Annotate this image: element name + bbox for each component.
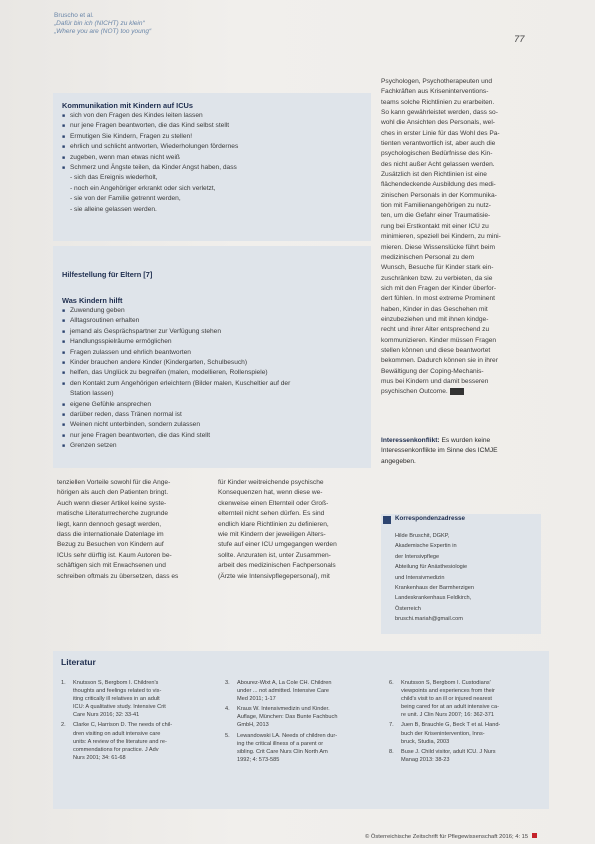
reference-number: 3. bbox=[225, 680, 230, 686]
reference-line: Med 2011; 1-17 bbox=[237, 696, 276, 703]
reference-line: Lewandowski LA. Needs of children dur- bbox=[237, 732, 338, 739]
right-column-text bbox=[381, 77, 541, 398]
conflict-line-1: Es wurden keine bbox=[439, 437, 491, 444]
correspondence-line: Österreich bbox=[395, 605, 421, 612]
reference-text bbox=[237, 705, 337, 729]
hilfestellung-box bbox=[53, 246, 371, 468]
kommunikation-item: ■ ehrlich und schlicht antworten, Wiederholungen fördernes bbox=[62, 142, 362, 152]
reference-line: Nurs 2001; 34: 61-68 bbox=[73, 754, 126, 761]
reference-item bbox=[389, 679, 537, 719]
correspondence-line: Akademische Expertin in bbox=[395, 543, 457, 550]
reference-text bbox=[401, 721, 500, 745]
reference-line: dren visiting on adult intensive care bbox=[73, 730, 161, 737]
reference-line: GmbH, 2013 bbox=[237, 722, 269, 729]
header-line-2: „Dafür bin ich (NICHT) zu klein“ bbox=[54, 19, 145, 27]
reference-line: Clarke C, Harrison D. The needs of chil- bbox=[73, 722, 173, 729]
reference-line: thoughts and feelings related to vis- bbox=[73, 688, 162, 695]
right-column-line: So kann gewährleistet werden, dass so- bbox=[381, 109, 498, 117]
right-column-line: zuschränken bzw. zu verbieten, da sie bbox=[381, 274, 493, 282]
right-column-line: kommunizieren. Kinder müssen Fragen bbox=[381, 336, 497, 344]
correspondence-title: Korrespondenzadresse bbox=[395, 515, 465, 522]
correspondence-line: Krankenhaus der Barmherzigen bbox=[395, 585, 474, 592]
reference-line: sibling. Crit Care Nurs Clin North Am bbox=[237, 748, 328, 755]
end-of-article-icon bbox=[450, 388, 464, 395]
literature-column-1 bbox=[61, 679, 209, 764]
reference-text bbox=[237, 679, 332, 703]
header-line-1: Bruscho et al. bbox=[54, 12, 94, 19]
reference-line: 1992; 4: 573-585 bbox=[237, 756, 280, 763]
reference-line: under ... not admitted. Intensive Care bbox=[237, 688, 330, 695]
right-column-line: flächendeckende Ausbildung des medi- bbox=[381, 181, 496, 189]
right-column-line: ten, um die Gefahr einer Traumatisie- bbox=[381, 212, 491, 220]
reference-number: 4. bbox=[225, 706, 230, 713]
correspondence-line: und Intensivmedizin bbox=[395, 574, 445, 581]
reference-line: Knutsson S, Bergbom I. Custodians' bbox=[401, 680, 491, 686]
literature-box bbox=[53, 651, 549, 809]
body-line: hörigen als auch den Patienten bringt. bbox=[57, 489, 169, 497]
hilfe-item: ■ jemand als Gesprächspartner zur Verfügung stehen bbox=[62, 327, 362, 337]
body-line: arbeit des medizinischen Fachpersonals bbox=[218, 562, 336, 570]
reference-number: 1. bbox=[61, 680, 66, 686]
body-line: stufe auf einer ICU umgegangen werden bbox=[218, 541, 337, 549]
right-column-line: tion mit Familienangehörigen zu nutz- bbox=[381, 202, 491, 210]
right-column-line: teams solche Richtlinien zu erarbeiten. bbox=[381, 98, 495, 106]
right-column-line: mieren. Diese Wissenslücke führt beim bbox=[381, 243, 495, 251]
right-column-line: rung bei Erstkontakt mit einer ICU zu bbox=[381, 222, 489, 230]
reference-item bbox=[389, 721, 537, 745]
correspondence-line: Hilde Bruschit, DGKP, bbox=[395, 533, 450, 539]
body-line: Konsequenzen hat, wenn diese we- bbox=[218, 489, 323, 497]
page-number: 77 bbox=[514, 34, 525, 45]
hilfe-item: ■ Fragen zulassen und ehrlich beantworten bbox=[62, 348, 362, 358]
hilfe-item: ■ Grenzen setzen bbox=[62, 441, 362, 451]
right-column-line: recht und ihrer Alter entsprechend zu bbox=[381, 326, 490, 334]
body-line: Auch wenn dieser Artikel keine syste- bbox=[57, 499, 167, 507]
body-line: (Ärzte wie Intensivpflegepersonal), mit bbox=[218, 572, 330, 580]
body-column-2 bbox=[218, 478, 378, 582]
kommunikation-item: - sie von der Familie getrennt werden, bbox=[70, 195, 181, 203]
correspondence-line: bruschi.mariah@gmail.com bbox=[395, 616, 463, 623]
hilfe-item: ■ darüber reden, dass Tränen normal ist bbox=[62, 410, 362, 420]
reference-number: 8. bbox=[389, 748, 394, 755]
body-column-1 bbox=[57, 478, 217, 582]
reference-line: child's visit to an ill or injured nearest bbox=[401, 696, 492, 703]
kommunikation-item: ■ nur jene Fragen beantworten, die das Kind selbst stellt bbox=[62, 121, 362, 131]
correspondence-line: der Intensivpflege bbox=[395, 553, 440, 560]
reference-line: Abourez-Wixt A, La Cole CH. Children bbox=[237, 680, 332, 686]
running-header bbox=[54, 12, 554, 35]
kommunikation-item: - sich das Ereignis wiederholt, bbox=[70, 174, 158, 182]
reference-item bbox=[225, 705, 373, 729]
kommunikation-list bbox=[62, 111, 362, 215]
reference-item bbox=[61, 679, 209, 719]
right-column-line: einzubeziehen und mit ihnen kindge- bbox=[381, 315, 489, 323]
reference-line: Manag 2013: 38-23 bbox=[401, 756, 450, 763]
reference-line: being cared for at an adult intensive ca- bbox=[401, 704, 499, 711]
right-column-line: Zusätzlich ist den Richtlinien ist eine bbox=[381, 171, 487, 179]
right-column-line: psychischen Outcome. bbox=[381, 387, 541, 397]
right-column-line: tienten verantwortlich ist, aber auch die bbox=[381, 140, 496, 148]
body-line: endlich klare Richtlinien zu definieren, bbox=[218, 520, 329, 528]
body-line: tenziellen Vorteile sowohl für die Ange- bbox=[57, 479, 171, 486]
header-line-3: „Where you are (NOT) too young“ bbox=[54, 27, 152, 35]
hilfe-item: Station lassen) bbox=[70, 390, 114, 398]
reference-line: Care Nurs 2016; 32: 33-41 bbox=[73, 712, 140, 719]
body-line: für Kinder weitreichende psychische bbox=[218, 479, 324, 486]
reference-item bbox=[389, 748, 537, 764]
right-column-line: sich mit den Fragen der Kinder überfor- bbox=[381, 284, 497, 292]
reference-number: 5. bbox=[225, 732, 230, 739]
body-line: dass die internationale Datenlage im bbox=[57, 531, 164, 539]
reference-line: re unit. J Clin Nurs 2007; 16: 362-371 bbox=[401, 712, 494, 719]
literature-title: Literatur bbox=[61, 657, 96, 667]
body-line: Bezug zu Besuchen von Kindern auf bbox=[57, 541, 164, 549]
reference-line: Knutsson S, Bergbom I. Children's bbox=[73, 680, 159, 686]
reference-line: ing the critical illness of a parent or bbox=[237, 740, 324, 747]
reference-line: iting critically ill relatives in an adult bbox=[73, 696, 160, 703]
reference-item bbox=[225, 732, 373, 764]
reference-line: Buse J. Child visitor, adult ICU. J Nurs bbox=[401, 748, 496, 755]
hilfe-item: ■ Handlungsspielräume ermöglichen bbox=[62, 337, 362, 347]
footer-text: © Österreichische Zeitschrift für Pflegewissenschaft 2016; 4: 15 bbox=[365, 834, 529, 840]
reference-text bbox=[73, 721, 172, 761]
kommunikation-item: - sie alleine gelassen werden. bbox=[70, 205, 157, 213]
right-column-line: dert fühlen. In most extreme Prominent bbox=[381, 295, 495, 303]
reference-line: Juen B, Brauchle G, Beck T et al. Hand- bbox=[401, 722, 501, 729]
right-column-line: minimieren, speziell bei Kindern, zu mini- bbox=[381, 233, 501, 241]
reference-text bbox=[73, 679, 166, 719]
hilfe-item: ■ Kinder brauchen andere Kinder (Kindergarten, Schulbesuch) bbox=[62, 358, 362, 368]
right-column-line: des nicht außer Acht gelassen werden. bbox=[381, 160, 495, 168]
page-footer bbox=[365, 833, 537, 840]
kommunikation-item: ■ Schmerz und Ängste teilen, da Kinder Angst haben, dass bbox=[62, 163, 362, 173]
reference-line: units: A review of the literature and re- bbox=[73, 738, 167, 745]
body-line: ckenweise einen Elternteil oder Groß- bbox=[218, 499, 329, 507]
body-line: schreiben oftmals zu übersetzen, dass es bbox=[57, 572, 179, 580]
right-column-line: mus bei Kindern und damit besseren bbox=[381, 377, 489, 385]
footer-marker-icon bbox=[532, 833, 537, 838]
reference-line: Auflage, München: Das Bunte Fachbuch bbox=[237, 714, 338, 721]
hilfe-item: ■ eigene Gefühle ansprechen bbox=[62, 400, 362, 410]
conflict-line-3: angegeben. bbox=[381, 457, 416, 465]
hilfestellung-list bbox=[62, 306, 362, 452]
hilfe-item: ■ Alltagsroutinen erhalten bbox=[62, 316, 362, 326]
hilfestellung-title: Hilfestellung für Eltern [7] bbox=[62, 270, 153, 279]
kommunikation-box bbox=[53, 93, 371, 241]
body-line: wie mit Kindern der jeweiligen Alters- bbox=[218, 531, 326, 539]
body-line: sollte. Anzuraten ist, unter Zusammen- bbox=[218, 551, 331, 559]
hilfe-item: ■ den Kontakt zum Angehörigen erleichtern (Bilder malen, Kuscheltier auf der bbox=[62, 379, 362, 389]
right-column-line: bekommen. Dadurch können sie in ihrer bbox=[381, 357, 498, 365]
reference-number: 7. bbox=[389, 722, 394, 729]
right-column-line: zinischen Personals in der Kommunika- bbox=[381, 191, 497, 199]
right-column-line: ches in erster Linie für das Wohl des Pa- bbox=[381, 129, 500, 137]
correspondence-box bbox=[381, 514, 541, 634]
correspondence-line: Landeskrankenhaus Feldkirch, bbox=[395, 595, 472, 602]
reference-line: commendations for practice. J Adv bbox=[73, 746, 159, 753]
conflict-label: Interessenkonflikt: bbox=[381, 437, 440, 444]
right-column-line: stellen können und diese beantwortet bbox=[381, 346, 491, 354]
reference-line: Kraus W. Intensivmedizin und Kinder. bbox=[237, 706, 330, 713]
conflict-line-2: Interessenkonflikte im Sinne des ICMJE bbox=[381, 447, 498, 455]
reference-number: 2. bbox=[61, 722, 66, 729]
body-line: ICUs sehr dürftig ist. Kaum Autoren be- bbox=[57, 551, 172, 559]
reference-line: buch der Krisenintervention, Inns- bbox=[401, 730, 485, 737]
kommunikation-title: Kommunikation mit Kindern auf ICUs bbox=[62, 101, 193, 110]
literature-column-2 bbox=[225, 679, 373, 766]
hilfe-item: ■ nur jene Fragen beantworten, die das Kind stellt bbox=[62, 431, 362, 441]
reference-line: bruck, Studia, 2003 bbox=[401, 738, 450, 745]
hilfe-item: ■ Weinen nicht unterbinden, sondern zulassen bbox=[62, 420, 362, 430]
reference-line: viewpoints and experiences from their bbox=[401, 688, 495, 695]
reference-item bbox=[61, 721, 209, 761]
reference-text bbox=[401, 679, 499, 719]
correspondence-marker-icon bbox=[383, 516, 391, 524]
interessenkonflikt bbox=[381, 436, 541, 467]
body-line: liegt, kann dennoch gesagt werden, bbox=[57, 520, 162, 528]
hilfe-item: ■ Zuwendung geben bbox=[62, 306, 362, 316]
right-column-line: haben, Kinder in das Geschehen mit bbox=[381, 305, 488, 313]
right-column-line: Fachkräften aus Kriseninterventions- bbox=[381, 88, 489, 96]
reference-text bbox=[237, 732, 337, 764]
reference-line: ICU: A qualitative study. Intensive Crit bbox=[73, 704, 166, 711]
right-column-line: Bewältigung der Coping-Mechanis- bbox=[381, 367, 484, 375]
right-column-line: psychologischen Bedürfnisse des Kin- bbox=[381, 150, 493, 158]
kommunikation-item: ■ zugeben, wenn man etwas nicht weiß bbox=[62, 153, 362, 163]
body-line: elternteil nicht sehen dürfen. Es sind bbox=[218, 510, 325, 518]
hilfestellung-subtitle: Was Kindern hilft bbox=[62, 296, 123, 305]
kommunikation-item: ■ Ermutigen Sie Kindern, Fragen zu stellen! bbox=[62, 132, 362, 142]
kommunikation-item: - noch ein Angehöriger erkrankt oder sich verletzt, bbox=[70, 184, 216, 192]
body-line: schäftigen sich mit Erwachsenen und bbox=[57, 562, 166, 570]
right-column-line: wohl die Ansichten des Personals, wel- bbox=[381, 119, 495, 127]
literature-column-3 bbox=[389, 679, 537, 766]
hilfe-item: ■ helfen, das Unglück zu begreifen (malen, modellieren, Rollenspiele) bbox=[62, 368, 362, 378]
right-column-line: Psychologen, Psychotherapeuten und bbox=[381, 78, 493, 85]
right-column-line: Wunsch, Besuche für Kinder stark ein- bbox=[381, 264, 494, 272]
body-line: matische Literaturrecherche zugrunde bbox=[57, 510, 169, 518]
reference-text bbox=[401, 748, 496, 764]
kommunikation-item: ■ sich von den Fragen des Kindes leiten lassen bbox=[62, 111, 362, 121]
correspondence-line: Abteilung für Anästhesiologie bbox=[395, 564, 468, 571]
reference-number: 6. bbox=[389, 680, 394, 686]
reference-item bbox=[225, 679, 373, 703]
correspondence-address bbox=[395, 531, 474, 625]
right-column-line: medizinischen Personal zu dem bbox=[381, 253, 475, 261]
